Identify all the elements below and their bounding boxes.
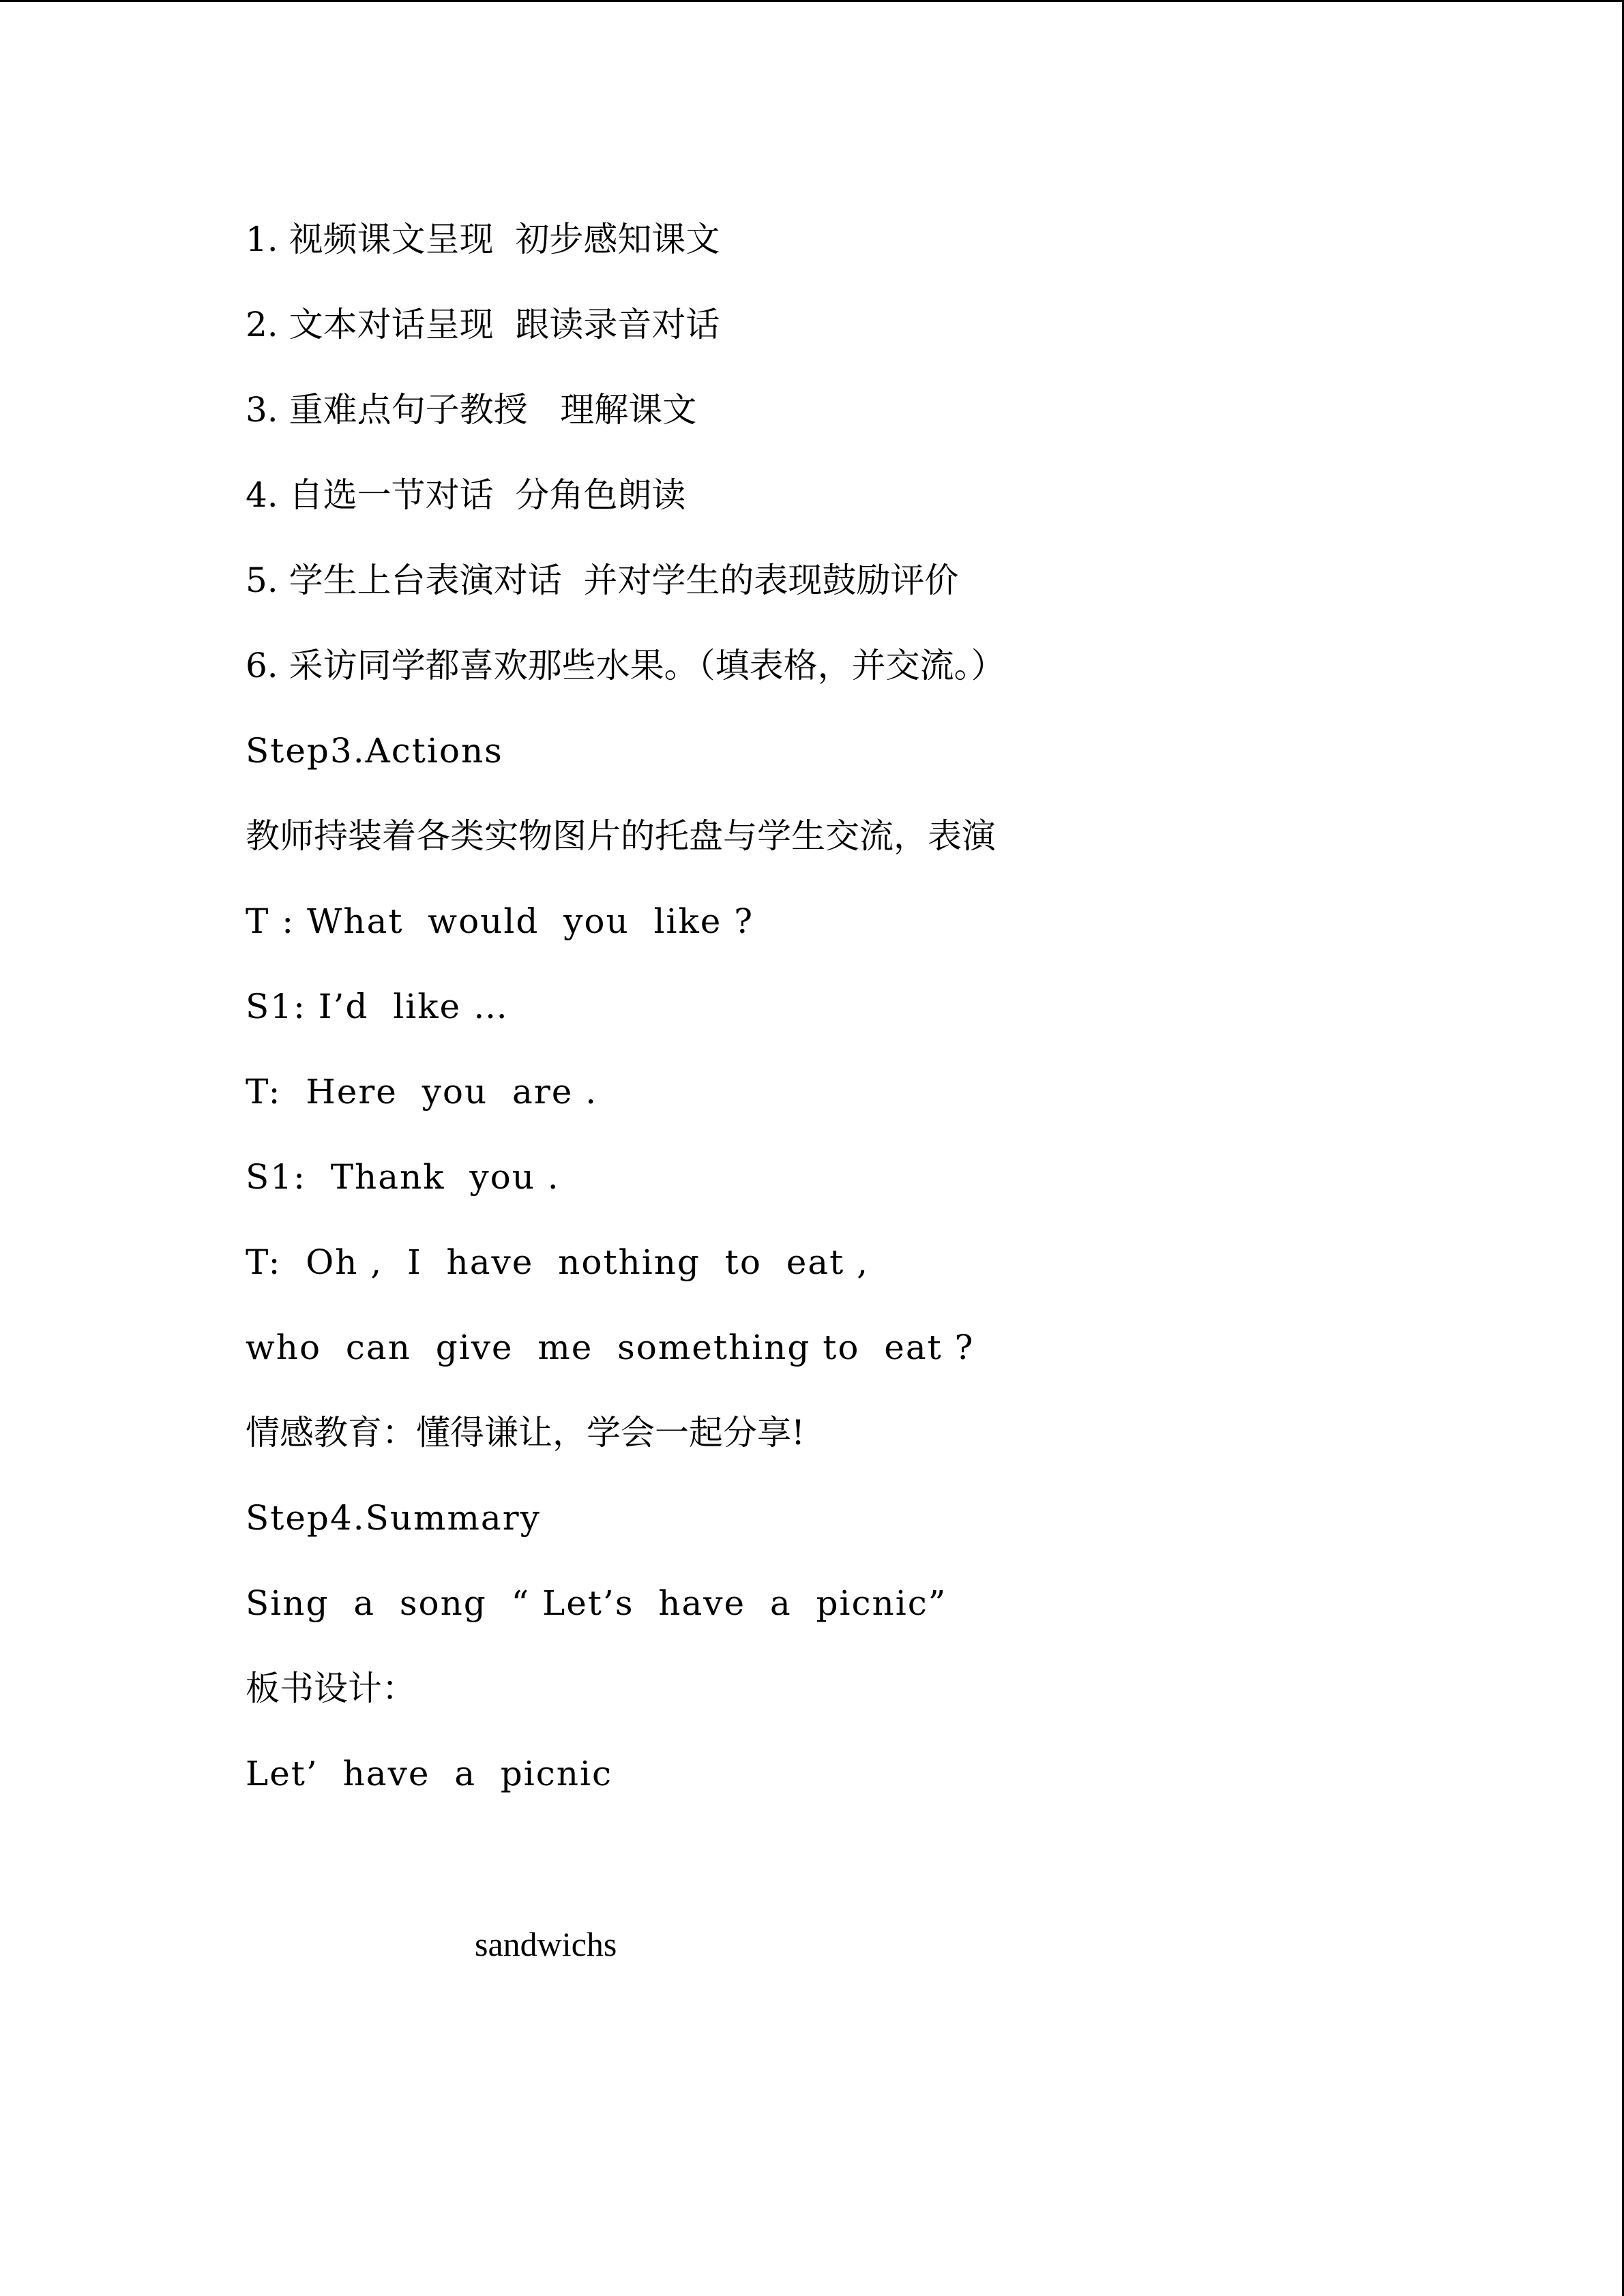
text-line: 3. 重难点句子教授 理解课文: [246, 390, 697, 430]
section-heading: Step3.Actions: [246, 731, 503, 771]
dialogue-line: who can give me something to eat ?: [246, 1328, 975, 1367]
text-line: 情感教育：懂得谦让，学会一起分享!: [246, 1413, 806, 1452]
text-line: 1. 视频课文呈现 初步感知课文: [246, 220, 720, 259]
text-line: 6. 采访同学都喜欢那些水果。（填表格，并交流。）: [246, 646, 1005, 685]
dialogue-line: S1: Thank you .: [246, 1157, 560, 1197]
text-line: 5. 学生上台表演对话 并对学生的表现鼓励评价: [246, 561, 959, 600]
text-line: 板书设计：: [246, 1669, 416, 1708]
text-line: 4. 自选一节对话 分角色朗读: [246, 475, 686, 515]
dialogue-line: S1: I’d like …: [246, 987, 510, 1026]
dialogue-line: T : What would you like ?: [246, 901, 754, 941]
text-line: 2. 文本对话呈现 跟读录音对话: [246, 305, 720, 344]
board-title: Let’ have a picnic: [246, 1754, 612, 1793]
text-line: 教师持装着各类实物图片的托盘与学生交流，表演: [246, 816, 996, 856]
dialogue-line: T: Oh , I have nothing to eat ,: [246, 1242, 869, 1282]
text-line: Sing a song “ Let’s have a picnic”: [246, 1583, 947, 1623]
board-word: sandwichs: [475, 1925, 617, 1963]
dialogue-line: T: Here you are .: [246, 1072, 598, 1112]
section-heading: Step4.Summary: [246, 1498, 541, 1538]
